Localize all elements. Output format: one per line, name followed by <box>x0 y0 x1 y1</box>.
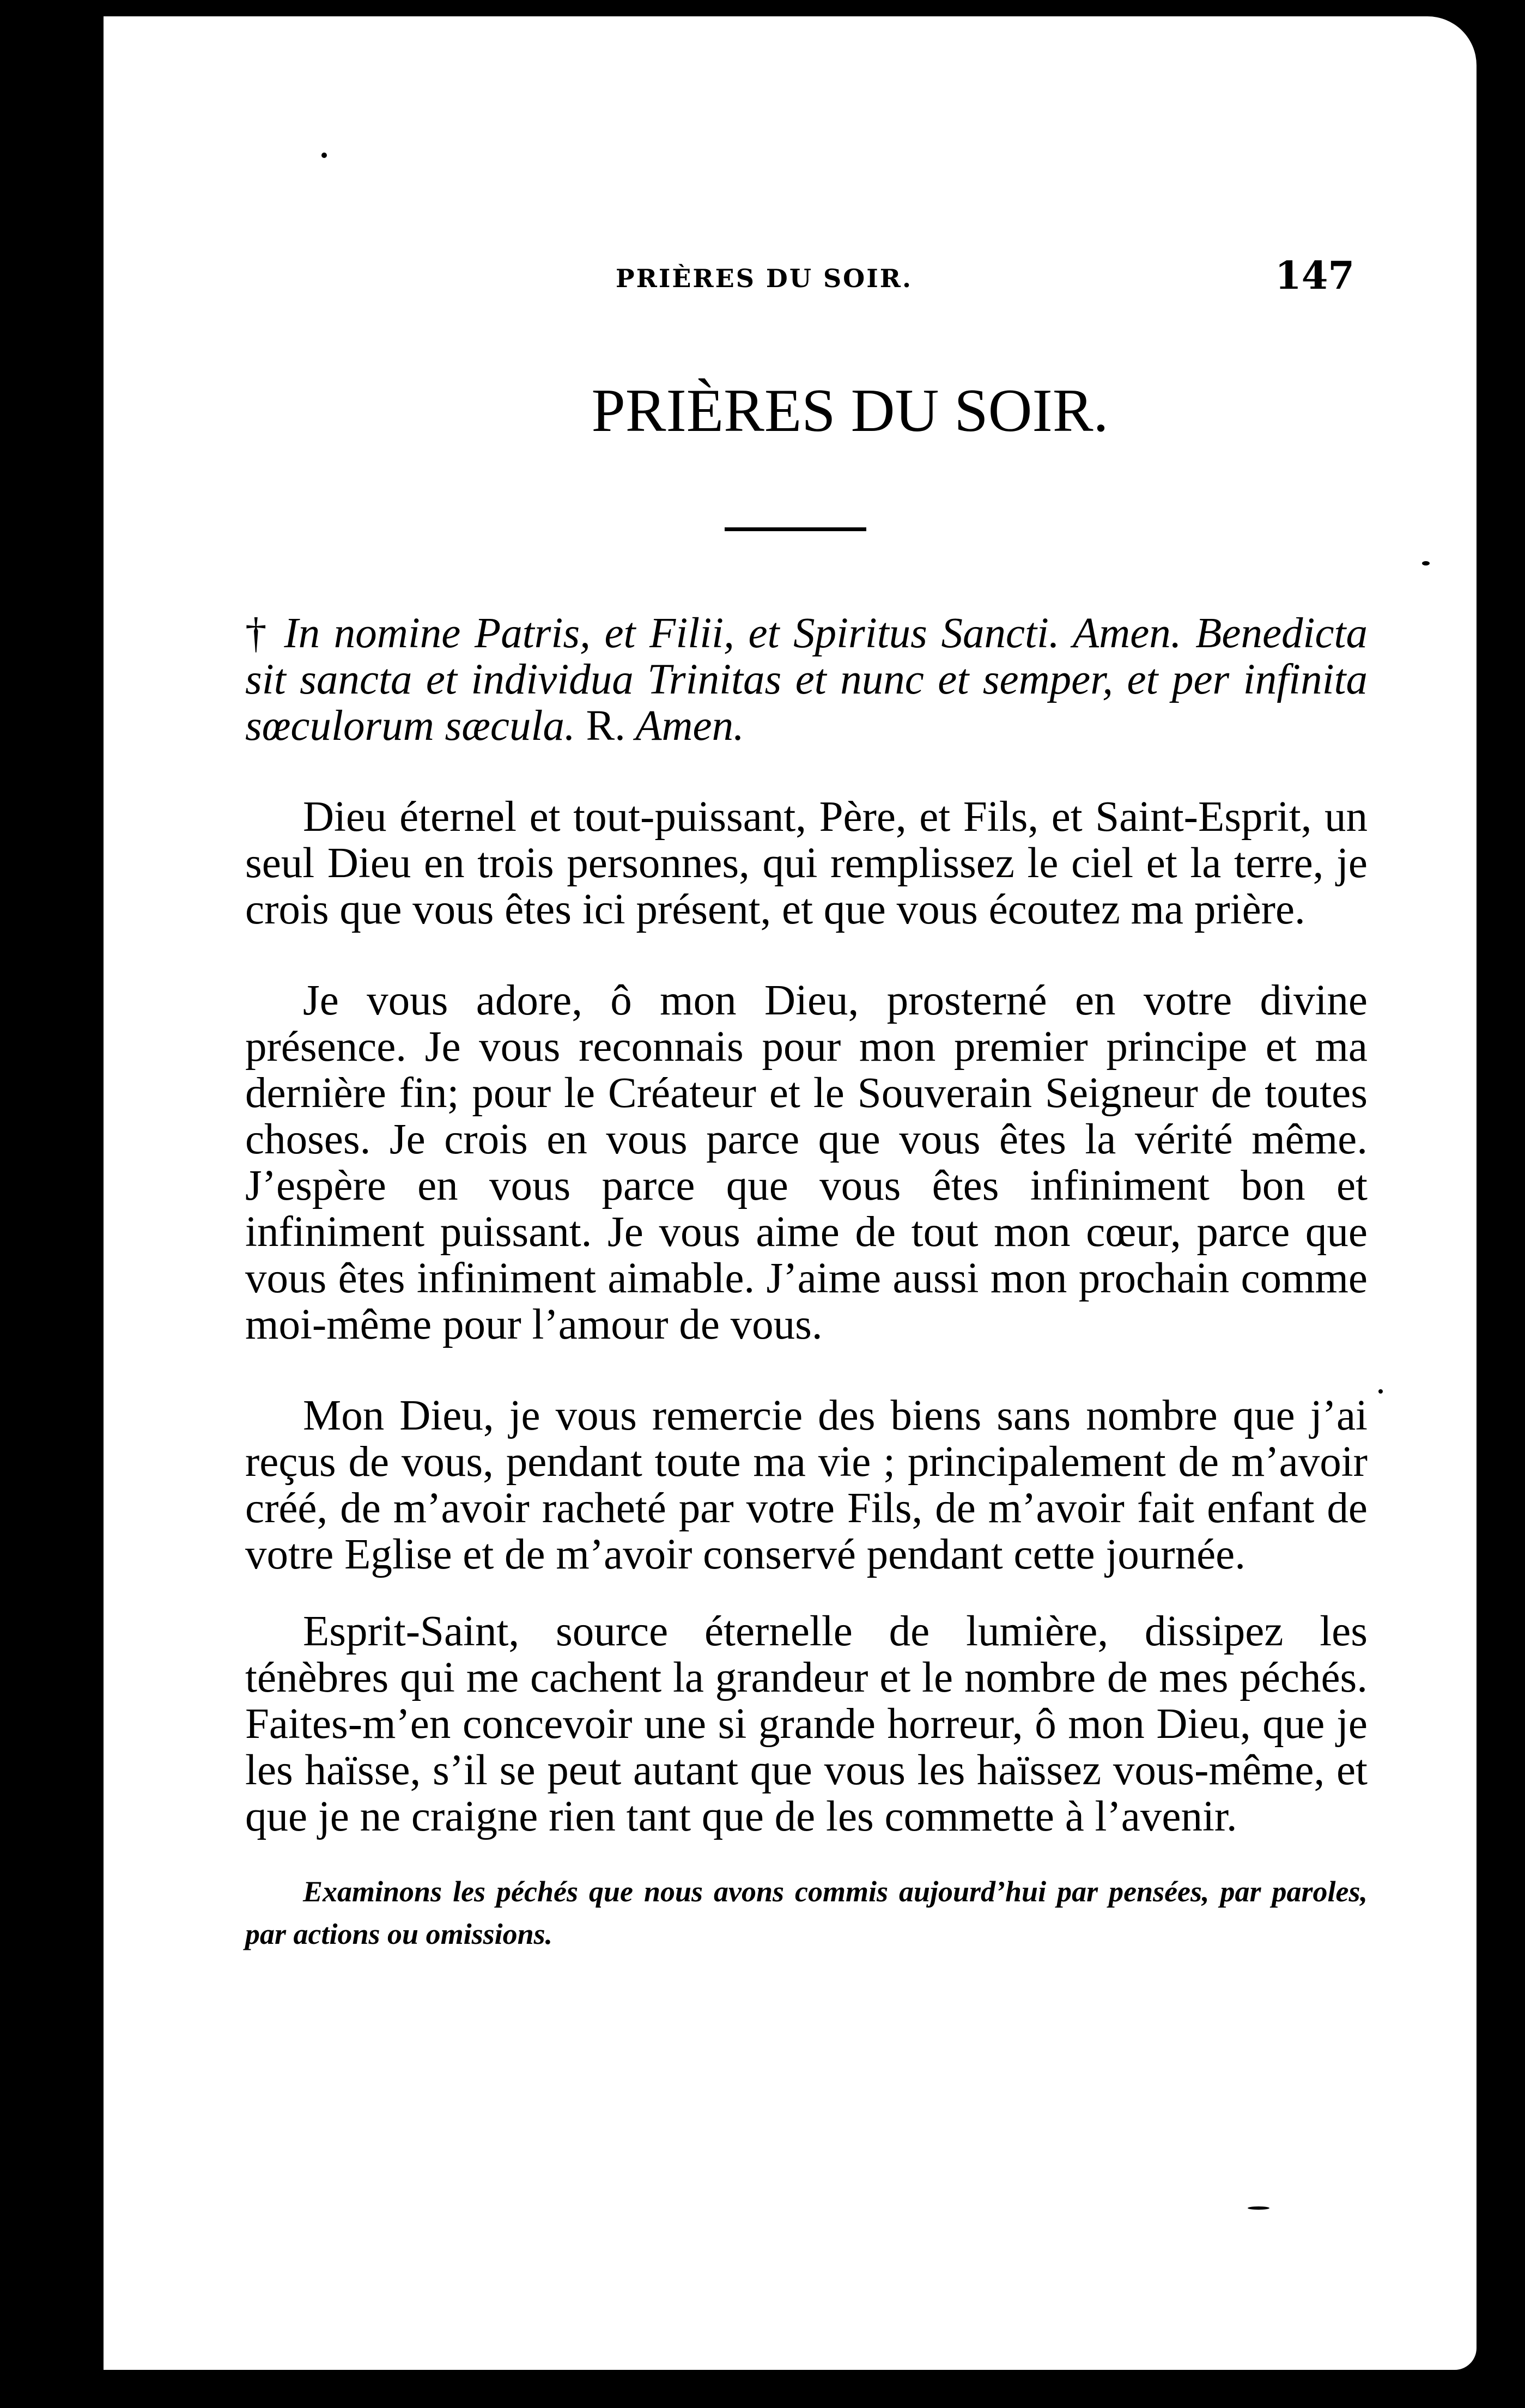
scan-speck <box>1422 561 1430 565</box>
response-text: Amen. <box>635 702 744 750</box>
scan-speck <box>1248 2206 1269 2210</box>
paragraph-adoration: Je vous adore, ô mon Dieu, prosterné en votre divine présence. Je vous reconnais pour mon premier principe et ma dernière fin; pour le Créateur et le Souverain Seigneur de toutes choses. Je crois en vous parce que vous êtes la vérité même. J’espère en vous parce que vous êtes infiniment bon et infiniment puissant. Je vous aime de tout mon cœur, parce que vous êtes infiniment aimable. J’aime aussi mon prochain comme moi-même pour l’amour de vous. <box>245 977 1368 1348</box>
scan-speck <box>1378 1389 1383 1394</box>
paragraph-holy-spirit: Esprit-Saint, source éternelle de lumière, dissipez les ténèbres qui me cachent la grandeur et le nombre de mes péchés. Faites-m’en concevoir une si grande horreur, ô mon Dieu, que je les haïsse, s’il se peut autant que vous les haïssez vous-même, et que je ne craigne rien tant que de les commette à l’avenir. <box>245 1608 1368 1840</box>
title-rule <box>725 527 866 531</box>
latin-invocation <box>245 610 1368 749</box>
paragraph-thanksgiving: Mon Dieu, je vous remercie des biens sans nombre que j’ai reçus de vous, pendant toute ma vie ; principalement de m’avoir créé, de m’avoir racheté par votre Fils, de m’avoir fait enfant de votre Eglise et de m’avoir conservé pendant cette journée. <box>245 1392 1368 1578</box>
page-number: 147 <box>1275 253 1355 298</box>
running-title: PRIÈRES DU SOIR. <box>616 264 913 293</box>
paragraph-profession-of-faith: Dieu éternel et tout-puissant, Père, et Fils, et Saint-Esprit, un seul Dieu en trois personnes, qui remplissez le ciel et la terre, je crois que vous êtes ici présent, et que vous écoutez ma prière. <box>245 793 1368 933</box>
book-page <box>104 16 1477 2370</box>
page-header <box>104 253 1477 300</box>
binding-edge <box>59 33 78 2375</box>
scan-speck <box>321 153 327 158</box>
chapter-title: PRIÈRES DU SOIR. <box>591 377 1109 445</box>
invocation-text: In nomine Patris, et Filii, et Spiritus Sancti. Amen. Benedicta sit sancta et individua Trinitas et nunc et semper, et per infinita sœculorum sæcula. <box>245 610 1368 750</box>
cross-icon: † <box>245 610 270 657</box>
page-body <box>245 610 1368 1955</box>
examination-rubric: Examinons les péchés que nous avons commis aujourd’hui par pensées, par paroles, par actions ou omissions. <box>245 1875 1368 1950</box>
response-marker: R. <box>586 702 625 750</box>
